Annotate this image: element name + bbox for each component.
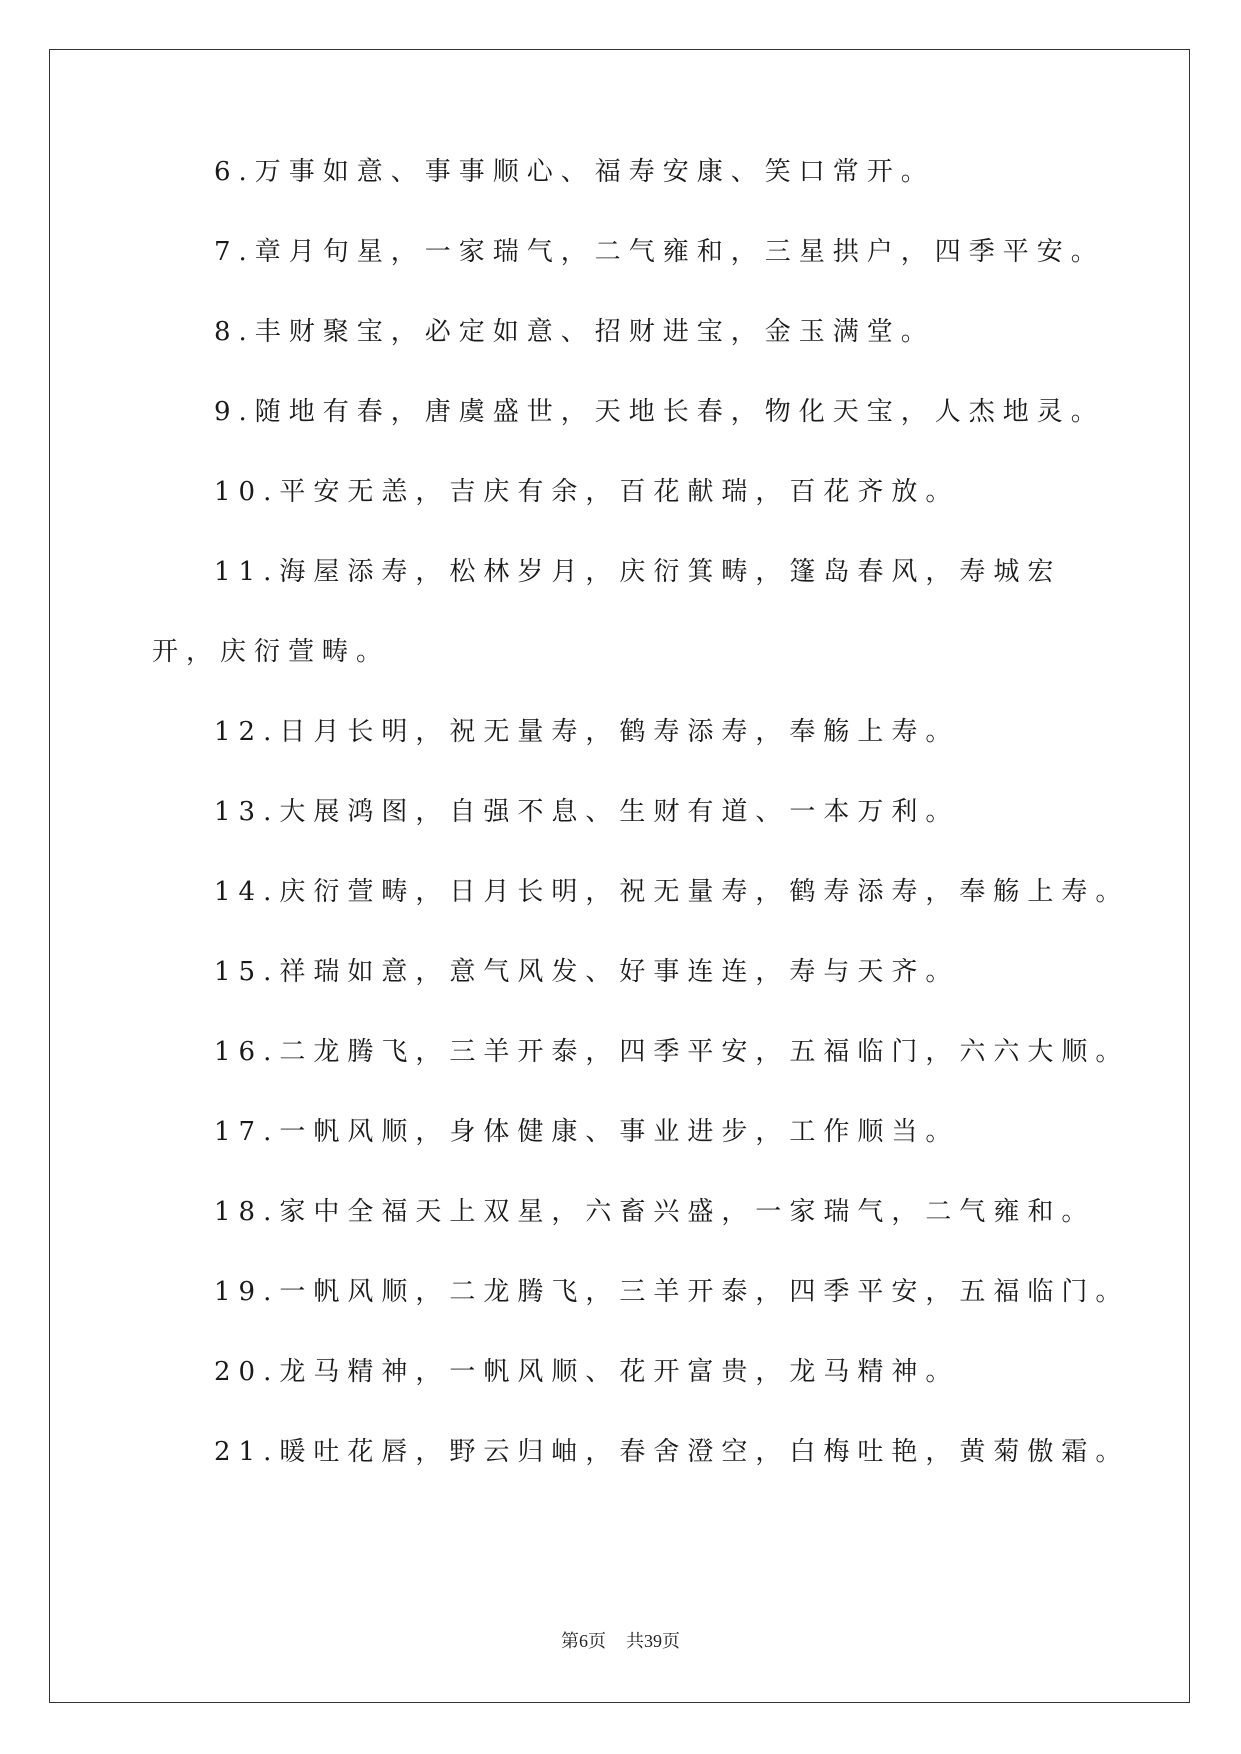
list-item-9: 9.随地有春，唐虞盛世，天地长春，物化天宝，人杰地灵。: [214, 397, 1105, 427]
page-total: 共39页: [626, 1631, 680, 1651]
page-number: 第6页: [561, 1631, 606, 1651]
list-item-19: 19.一帆风顺，二龙腾飞，三羊开泰，四季平安，五福临门。: [214, 1277, 1130, 1307]
list-item-10: 10.平安无恙，吉庆有余，百花献瑞，百花齐放。: [214, 477, 960, 507]
list-item-16: 16.二龙腾飞，三羊开泰，四季平安，五福临门，六六大顺。: [214, 1037, 1130, 1067]
list-item-11: 11.海屋添寿，松林岁月，庆衍箕畴，篷岛春风，寿城宏开，庆衍萱畴。: [152, 557, 1062, 667]
list-item-6: 6.万事如意、事事顺心、福寿安康、笑口常开。: [214, 157, 935, 187]
list-item-7: 7.章月句星，一家瑞气，二气雍和，三星拱户，四季平安。: [214, 237, 1105, 267]
list-item-13: 13.大展鸿图，自强不息、生财有道、一本万利。: [214, 797, 960, 827]
list-item-12: 12.日月长明，祝无量寿，鹤寿添寿，奉觞上寿。: [214, 717, 960, 747]
document-body: [152, 157, 1130, 1492]
list-item-21: 21.暖吐花唇，野云归岫，春舍澄空，白梅吐艳，黄菊傲霜。: [214, 1437, 1130, 1467]
list-item-17: 17.一帆风顺，身体健康、事业进步，工作顺当。: [214, 1117, 960, 1147]
list-item-14: 14.庆衍萱畴，日月长明，祝无量寿，鹤寿添寿，奉觞上寿。: [214, 877, 1130, 907]
list-item-15: 15.祥瑞如意，意气风发、好事连连，寿与天齐。: [214, 957, 960, 987]
list-item-8: 8.丰财聚宝，必定如意、招财进宝，金玉满堂。: [214, 317, 935, 347]
list-item-18: 18.家中全福天上双星，六畜兴盛，一家瑞气，二气雍和。: [214, 1197, 1096, 1227]
list-item-20: 20.龙马精神，一帆风顺、花开富贵，龙马精神。: [214, 1357, 960, 1387]
page-footer: [0, 1627, 1241, 1653]
